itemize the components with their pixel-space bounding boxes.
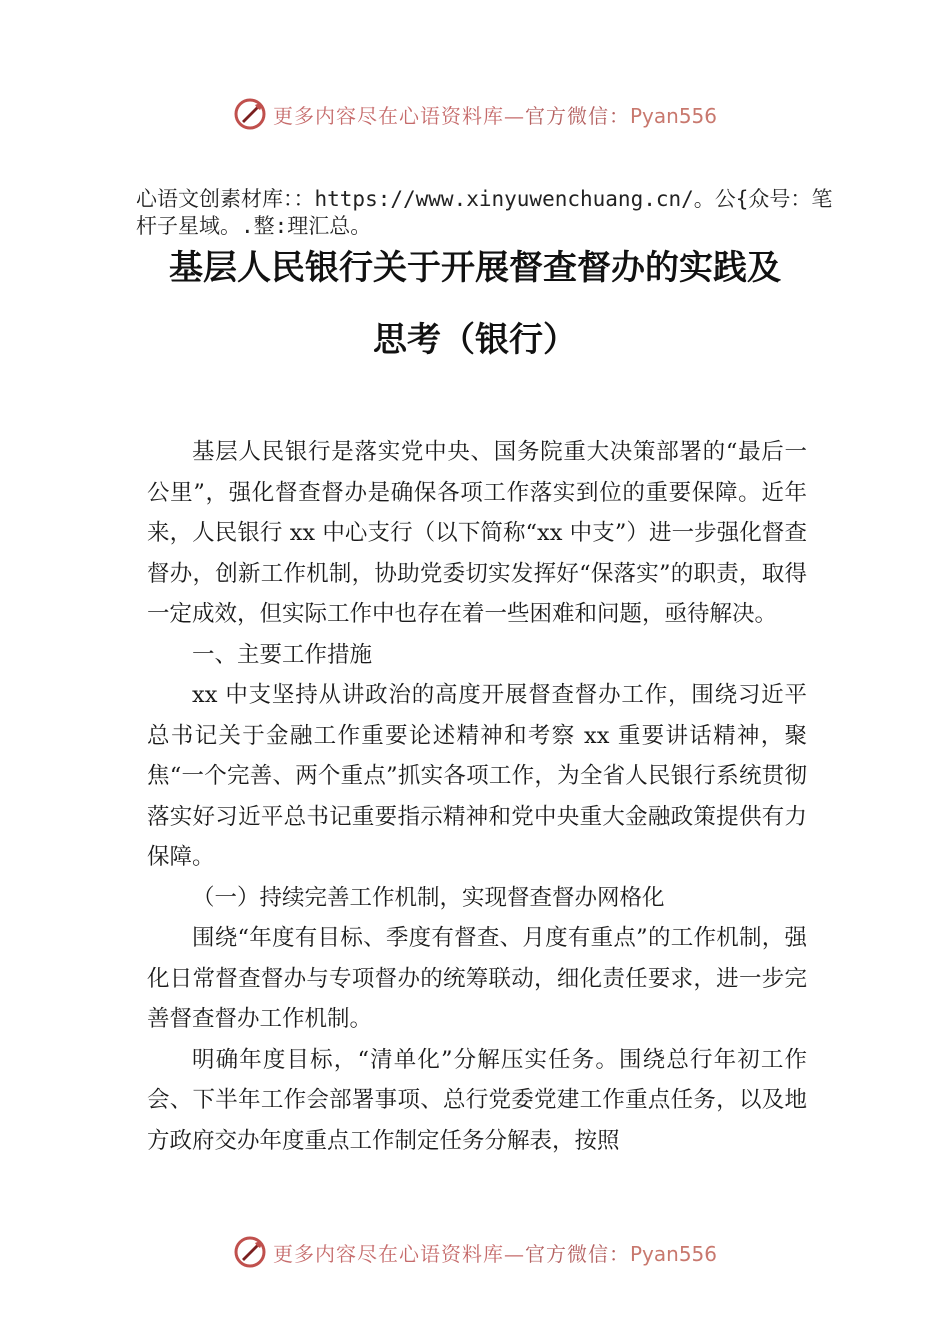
quill-logo-icon [233,97,267,131]
header-banner [0,94,950,134]
source-line: 心语文创素材库：：https://www.xinyuwenchuang.cn/。公{众号：笔杆子星域。.整:理汇总。 [136,187,833,238]
paragraph: 围绕“年度有目标、季度有督查、月度有重点”的工作机制，强化日常督查督办与专项督办的统筹联动，细化责任要求，进一步完善督查督办工作机制。 [147,925,807,1032]
footer-banner [0,1232,950,1272]
page-title-line2: 思考（银行） [373,320,577,360]
paragraph: 基层人民银行是落实党中央、国务院重大决策部署的“最后一公里”，强化督查督办是确保各项工作落实到位的重要保障。近年来，人民银行 xx 中心支行（以下简称“xx 中支”）进一步强化督查督办，创新工作机制，协助党委切实发挥好“保落实”的职责，取得一定成效，但实际工作中也存在着一些困难和问题，亟待解决。 [147,439,807,627]
paragraph: 明确年度目标，“清单化”分解压实任务。围绕总行年初工作会、下半年工作会部署事项、总行党委党建工作重点任务，以及地方政府交办年度重点工作制定任务分解表，按照 [147,1046,807,1154]
section-heading: 一、主要工作措施 [192,641,373,668]
paragraph: xx 中支坚持从讲政治的高度开展督查督办工作，围绕习近平总书记关于金融工作重要论述精神和考察 xx 重要讲话精神，聚焦“一个完善、两个重点”抓实各项工作，为全省人民银行系统贯彻落实好习近平总书记重要指示精神和党中央重大金融政策提供有力保障。 [147,682,807,870]
quill-logo-icon [233,1235,267,1269]
banner-text: 更多内容尽在心语资料库—官方微信：Pyan556 [272,1241,717,1266]
document-body [147,432,807,1161]
banner-text: 更多内容尽在心语资料库—官方微信：Pyan556 [272,103,717,128]
page-title-line1: 基层人民银行关于开展督查督办的实践及 [169,248,781,288]
subsection-heading: （一）持续完善工作机制，实现督查督办网格化 [192,884,665,911]
